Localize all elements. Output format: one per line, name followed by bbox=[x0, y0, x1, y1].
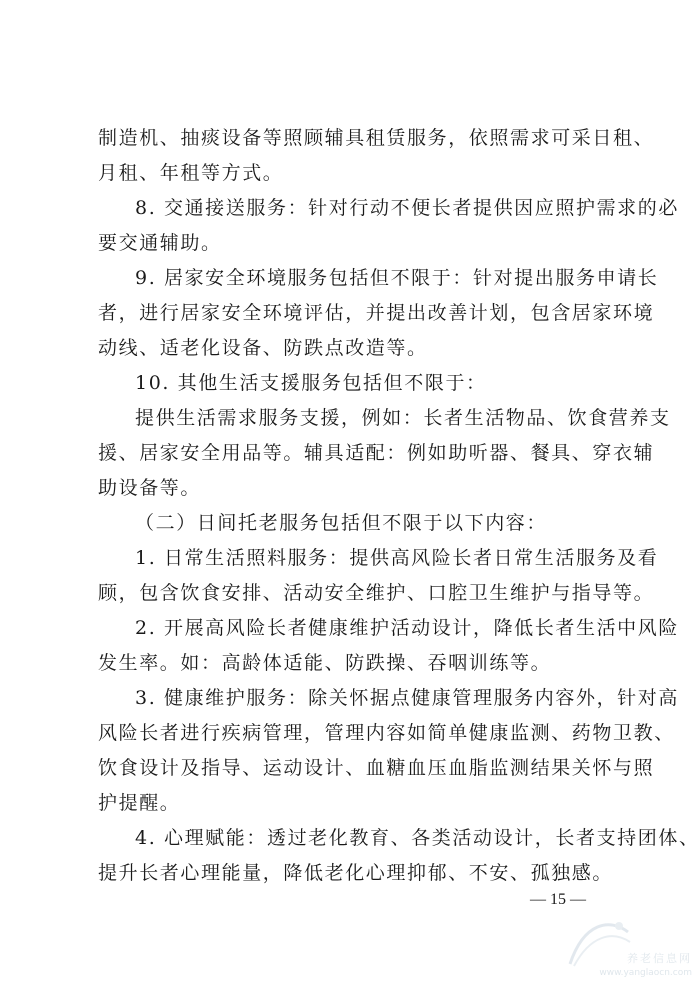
paragraph-line: 10. 其他生活支援服务包括但不限于： bbox=[135, 372, 487, 394]
page-number: — 15 — bbox=[530, 891, 586, 908]
paragraph-line: 2. 开展高风险长者健康维护活动设计，降低长者生活中风险 bbox=[135, 617, 679, 639]
watermark-logo-icon bbox=[564, 912, 634, 972]
watermark-url: www.yanglaocn.com bbox=[599, 968, 692, 978]
paragraph-line: 要交通辅助。 bbox=[98, 232, 222, 254]
paragraph-line: 顾，包含饮食安排、活动安全维护、口腔卫生维护与指导等。 bbox=[98, 582, 655, 604]
paragraph-line: 月租、年租等方式。 bbox=[98, 162, 284, 184]
paragraph-line: 9. 居家安全环境服务包括但不限于：针对提出服务申请长 bbox=[135, 267, 659, 289]
paragraph-line: 提供生活需求服务支援，例如：长者生活物品、饮食营养支 bbox=[135, 407, 671, 429]
paragraph-line: 风险长者进行疾病管理，管理内容如简单健康监测、药物卫教、 bbox=[98, 722, 675, 744]
paragraph-line: 提升长者心理能量，降低老化心理抑郁、不安、孤独感。 bbox=[98, 862, 614, 884]
watermark bbox=[554, 906, 694, 986]
paragraph-line: 1. 日常生活照料服务：提供高风险长者日常生活服务及看 bbox=[135, 547, 659, 569]
section-heading: （二）日间托老服务包括但不限于以下内容： bbox=[135, 512, 548, 534]
paragraph-line: 3. 健康维护服务：除关怀据点健康管理服务内容外，针对高 bbox=[135, 687, 679, 709]
paragraph-line: 4. 心理赋能：透过老化教育、各类活动设计，长者支持团体、 bbox=[135, 827, 700, 849]
paragraph-line: 护提醒。 bbox=[98, 792, 181, 814]
paragraph-line: 动线、适老化设备、防跌点改造等。 bbox=[98, 337, 428, 359]
paragraph-line: 者，进行居家安全环境评估，并提出改善计划，包含居家环境 bbox=[98, 302, 655, 324]
watermark-title: 养老信息网 bbox=[627, 952, 692, 965]
paragraph-line: 饮食设计及指导、运动设计、血糖血压血脂监测结果关怀与照 bbox=[98, 757, 655, 779]
paragraph-line: 制造机、抽痰设备等照顾辅具租赁服务，依照需求可采日租、 bbox=[98, 127, 655, 149]
paragraph-line: 援、居家安全用品等。辅具适配：例如助听器、餐具、穿衣辅 bbox=[98, 442, 655, 464]
paragraph-line: 助设备等。 bbox=[98, 477, 202, 499]
paragraph-line: 发生率。如：高龄体适能、防跌操、吞咽训练等。 bbox=[98, 652, 552, 674]
paragraph-line: 8. 交通接送服务：针对行动不便长者提供因应照护需求的必 bbox=[135, 197, 679, 219]
